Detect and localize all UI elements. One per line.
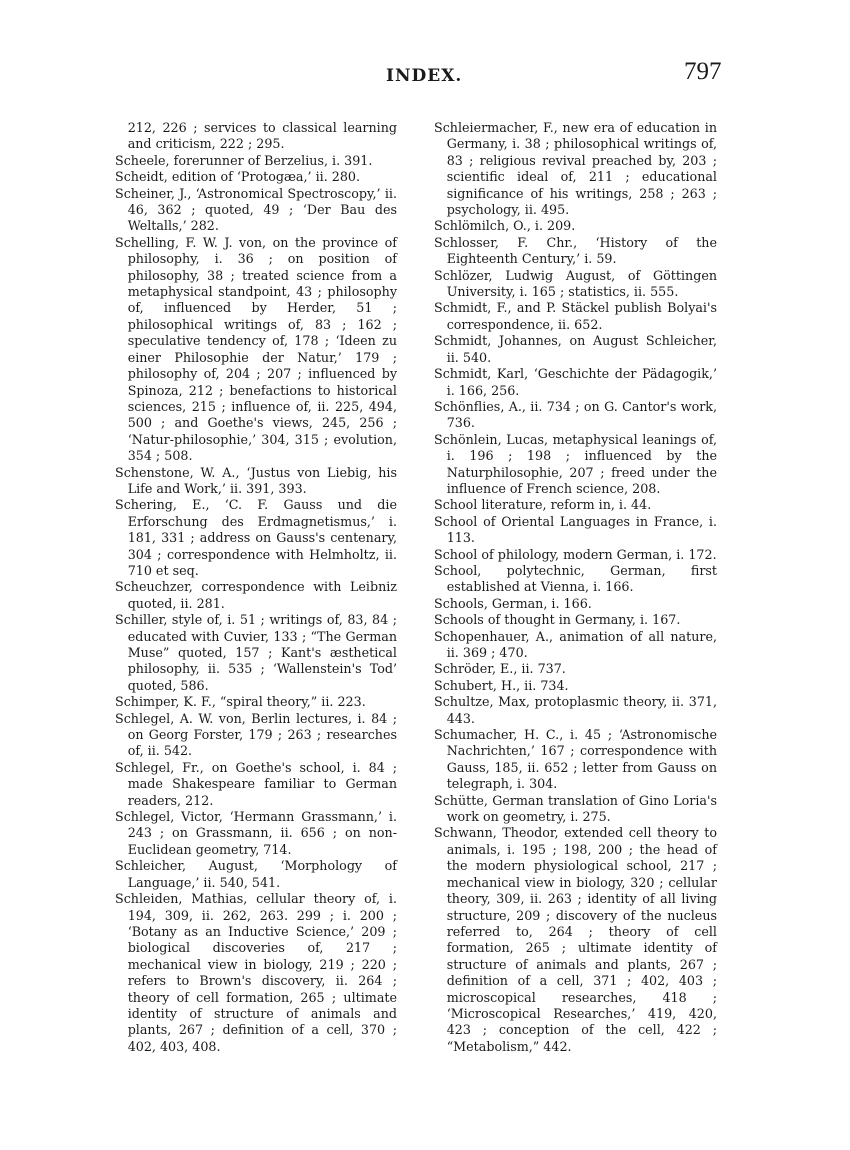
index-entry: Schlegel, A. W. von, Berlin lectures, i. 84 ; on Georg Forster, 179 ; 263 ; researches of, ii. 542. [115,710,397,759]
index-entry: Scheidt, edition of ‘Protogæa,’ ii. 280. [115,169,361,185]
index-entry: Schleiermacher, F., new era of education in Germany, i. 38 ; philosophical writings of, 83 ; religious revival preached by, 203 ; scientific ideal of, 211 ; educational significance of his writings, 258 ; 263 ; psychology, ii. 495. [434,120,717,218]
index-entry: Schmidt, F., and P. Stäckel publish Bolyai's correspondence, ii. 652. [434,300,717,332]
index-entry: School of philology, modern German, i. 172. [434,546,717,562]
index-entry: Schönflies, A., ii. 734 ; on G. Cantor's work, 736. [434,398,717,431]
index-entry: Schools, German, i. 166. [434,595,592,611]
index-entry: Schools of thought in Germany, i. 167. [434,612,681,628]
index-entry: Schiller, style of, i. 51 ; writings of, 83, 84 ; educated with Cuvier, 133 ; “The German Muse” quoted, 157 ; Kant's æsthetical philosophy, ii. 535 ; ‘Wallenstein's Tod’ quoted, 586. [115,612,397,693]
index-entry: Schlömilch, O., i. 209. [434,218,576,234]
index-entry: Schopenhauer, A., animation of all nature, ii. 369 ; 470. [434,628,717,660]
index-entry: Schwann, Theodor, extended cell theory to animals, i. 195 ; 198, 200 ; the head of the modern physiological school, 217 ; mechanical view in biology, 320 ; cellular theory, 309, ii. 263 ; identity of all living structure, 209 ; discovery of the nucleus referred to, 264 ; theory of cell formation, 265 ; ultimate identity of structure of animals and plants, 267 ; definition of a cell, 371 ; 402, 403 ; microscopical researches, 418 ; ‘Microscopical Researches,’ 419, 420, 423 ; conception of the cell, 422 ; “Metabolism,” 442. [434,825,717,1054]
index-entry: Schlegel, Fr., on Goethe's school, i. 84 ; made Shakespeare familiar to German readers, 212. [115,759,397,808]
index-entry: Schenstone, W. A., ‘Justus von Liebig, his Life and Work,’ ii. 391, 393. [115,464,397,496]
index-entry: Schmidt, Karl, ‘Geschichte der Pädagogik,’ i. 166, 256. [434,366,717,398]
index-entry: Schlosser, F. Chr., ‘History of the Eighteenth Century,’ i. 59. [434,234,717,267]
index-entry: Schleicher, August, ‘Morphology of Language,’ ii. 540, 541. [115,858,397,890]
index-entry: Scheiner, J., ‘Astronomical Spectroscopy,’ ii. 46, 362 ; quoted, 49 ; ‘Der Bau des Weltalls,’ 282. [115,185,397,234]
index-entry: Schlözer, Ludwig August, of Göttingen University, i. 165 ; statistics, ii. 555. [434,267,717,300]
index-entry: Schimper, K. F., “spiral theory,” ii. 223. [115,694,366,710]
page-header-title: INDEX. [386,66,463,86]
left-index-column [115,120,397,1055]
index-entry: Scheele, forerunner of Berzelius, i. 391. [115,152,373,168]
right-index-column [434,120,717,1055]
index-entry: 212, 226 ; services to classical learning and criticism, 222 ; 295. [127,120,397,152]
index-entry: Schlegel, Victor, ‘Hermann Grassmann,’ i. 243 ; on Grassmann, ii. 656 ; on non-Euclidean geometry, 714. [115,809,397,857]
page-number: 797 [684,58,722,85]
index-entry: Schönlein, Lucas, metaphysical leanings of, i. 196 ; 198 ; influenced by the Naturphilosophie, 207 ; freed under the influence of French science, 208. [434,431,717,496]
index-entry: Schubert, H., ii. 734. [434,677,569,693]
index-entry: School of Oriental Languages in France, i. 113. [434,513,717,546]
index-entry: Schleiden, Mathias, cellular theory of, i. 194, 309, ii. 262, 263. 299 ; i. 200 ; ‘Botany as an Inductive Science,’ 209 ; biological discoveries of, 217 ; mechanical view in biology, 219 ; 220 ; refers to Brown's discovery, ii. 264 ; theory of cell formation, 265 ; ultimate identity of structure of animals and plants, 267 ; definition of a cell, 370 ; 402, 403, 408. [115,891,397,1054]
index-entry: School literature, reform in, i. 44. [434,497,652,513]
index-entry: Schering, E., ‘C. F. Gauss und die Erforschung des Erdmagnetismus,’ i. 181, 331 ; address on Gauss's centenary, 304 ; correspondence with Helmholtz, ii. 710 et seq. [115,497,397,578]
index-entry: School, polytechnic, German, first established at Vienna, i. 166. [434,562,717,595]
index-entry: Schütte, German translation of Gino Loria's work on geometry, i. 275. [434,792,717,825]
index-entry: Scheuchzer, correspondence with Leibniz quoted, ii. 281. [115,579,397,611]
index-entry: Schröder, E., ii. 737. [434,661,566,677]
index-entry: Schelling, F. W. J. von, on the province of philosophy, i. 36 ; on position of philosophy, 38 ; treated science from a metaphysical standpoint, 43 ; philosophy of, influenced by Herder, 51 ; philosophical writings of, 83 ; 162 ; speculative tendency of, 178 ; ‘Ideen zu einer Philosophie der Natur,’ 179 ; philosophy of, 204 ; 207 ; influenced by Spinoza, 212 ; benefactions to historical sciences, 215 ; influence of, ii. 225, 494, 500 ; and Goethe's views, 245, 256 ; ‘Natur-philosophie,’ 304, 315 ; evolution, 354 ; 508. [115,234,397,464]
index-entry: Schumacher, H. C., i. 45 ; ‘Astronomische Nachrichten,’ 167 ; correspondence with Gauss, 185, ii. 652 ; letter from Gauss on telegraph, i. 304. [434,727,717,792]
index-entry: Schmidt, Johannes, on August Schleicher, ii. 540. [434,333,717,365]
index-entry: Schultze, Max, protoplasmic theory, ii. 371, 443. [434,694,717,726]
